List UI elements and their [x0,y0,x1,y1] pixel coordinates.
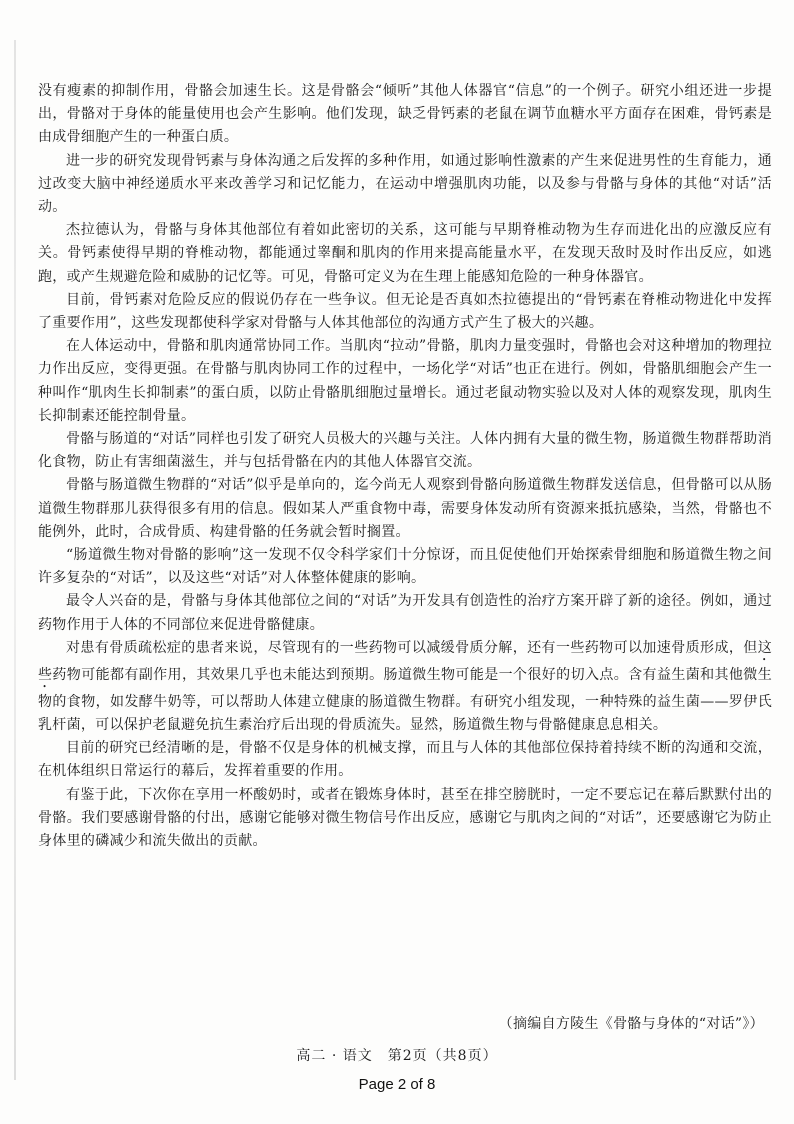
paragraph-5: 在人体运动中，骨骼和肌肉通常协同工作。当肌肉“拉动”骨骼，肌肉力量变强时，骨骼也会对这种增加的物理拉力作出反应，变得更强。在骨骼与肌肉协同工作的过程中，一场化学“对话”也正在进行。例如，骨骼肌细胞会产生一种叫作“肌肉生长抑制素”的蛋白质，以防止骨骼肌细胞过量增长。通过老鼠动物实验以及对人体的观察发现，肌肉生长抑制素还能控制骨量。 [38,338,772,424]
paragraph-3: 杰拉德认为，骨骼与身体其他部位有着如此密切的关系，这可能与早期脊椎动物为生存而进化出的应激反应有关。骨钙素使得早期的脊椎动物，都能通过睾酮和肌肉的作用来提高能量水平，在发现天敌时及时作出反应，如逃跑，或产生规避危险和威胁的记忆等。可见，骨骼可定义为在生理上能感知危险的一种身体器官。 [38,222,772,285]
paragraph-4: 目前，骨钙素对危险反应的假说仍存在一些争议。但无论是否真如杰拉德提出的“骨钙素在脊椎动物进化中发挥了重要作用”，这些发现都使科学家对骨骼与人体其他部位的沟通方式产生了极大的兴趣。 [38,291,772,332]
paragraph-2: 进一步的研究发现骨钙素与身体沟通之后发挥的多种作用，如通过影响性激素的产生来促进男性的生育能力，通过改变大脑中神经递质水平来改善学习和记忆能力，在运动中增强肌肉功能，以及参与骨骼与身体的其他“对话”活动。 [38,152,772,216]
paragraph-8: “肠道微生物对骨骼的影响”这一发现不仅令科学家们十分惊讶，而且促使他们开始探索骨细胞和肠道微生物之间许多复杂的“对话”，以及这些“对话”对人体整体健康的影响。 [38,547,772,587]
paragraph-10-part2: 药物可能都有副作用，其效果几乎也未能达到预期。肠道微生物可能是一个很好的切入点。含有益生菌和其他微生物的食物，如发酵牛奶等，可以帮助人体建立健康的肠道微生物群。有研究小组发现，一种特殊的益生菌——罗伊氏乳杆菌，可以保护老鼠避免抗生素治疗后出现的骨质流失。显然，肠道微生物与骨骼健康息息相关。 [38,666,772,734]
paragraph-12: 有鉴于此，下次你在享用一杯酸奶时，或者在锻炼身体时，甚至在排空膀胱时，一定不要忘记在幕后默默付出的骨骼。我们要感谢骨骼的付出，感谢它能够对微生物信号作出反应，感谢它与肌肉之间的“对话”，还要感谢它为防止身体里的磷减少和流失做出的贡献。 [38,786,772,850]
page-indicator: Page 2 of 8 [358,1076,436,1093]
emphasis-dotted-text: 这些 [38,639,772,683]
source-citation: （摘编自方陵生《骨骼与身体的“对话”》） [498,1016,764,1032]
paragraph-1: 没有瘦素的抑制作用，骨骼会加速生长。这是骨骼会“倾听”其他人体器官“信息”的一个例子。研究小组还进一步提出，骨骼对于身体的能量使用也会产生影响。他们发现，缺乏骨钙素的老鼠在调节血糖水平方面存在困难，骨钙素是由成骨细胞产生的一种蛋白质。 [38,83,772,146]
page-footer: 高二 · 语文 第2页（共8页） [296,1048,498,1064]
paragraph-10-part1: 对患有骨质疏松症的患者来说，尽管现有的一些药物可以减缓骨质分解，还有一些药物可以加速骨质形成，但 [66,639,758,656]
paragraph-9: 最令人兴奋的是，骨骼与身体其他部位之间的“对话”为开发具有创造性的治疗方案开辟了新的途径。例如，通过药物作用于人体的不同部位来促进骨骼健康。 [38,593,772,633]
scan-edge-shadow [14,40,16,1080]
paragraph-6: 骨骼与肠道的“对话”同样也引发了研究人员极大的兴趣与关注。人体内拥有大量的微生物，肠道微生物群帮助消化食物，防止有害细菌滋生，并与包括骨骼在内的其他人体器官交流。 [38,431,772,471]
paragraph-11: 目前的研究已经清晰的是，骨骼不仅是身体的机械支撑，而且与人体的其他部位保持着持续不断的沟通和交流，在机体组织日常运行的幕后，发挥着重要的作用。 [38,740,772,780]
paragraph-10 [38,637,772,737]
article-body [38,80,772,853]
paragraph-7: 骨骼与肠道微生物群的“对话”似乎是单向的，迄今尚无人观察到骨骼向肠道微生物群发送信息，但骨骼可以从肠道微生物群那儿获得很多有用的信息。假如某人严重食物中毒，需要身体发动所有资源来抵抗感染，当然，骨骼也不能例外，此时，合成骨质、构建骨骼的任务就会暂时搁置。 [38,477,772,540]
